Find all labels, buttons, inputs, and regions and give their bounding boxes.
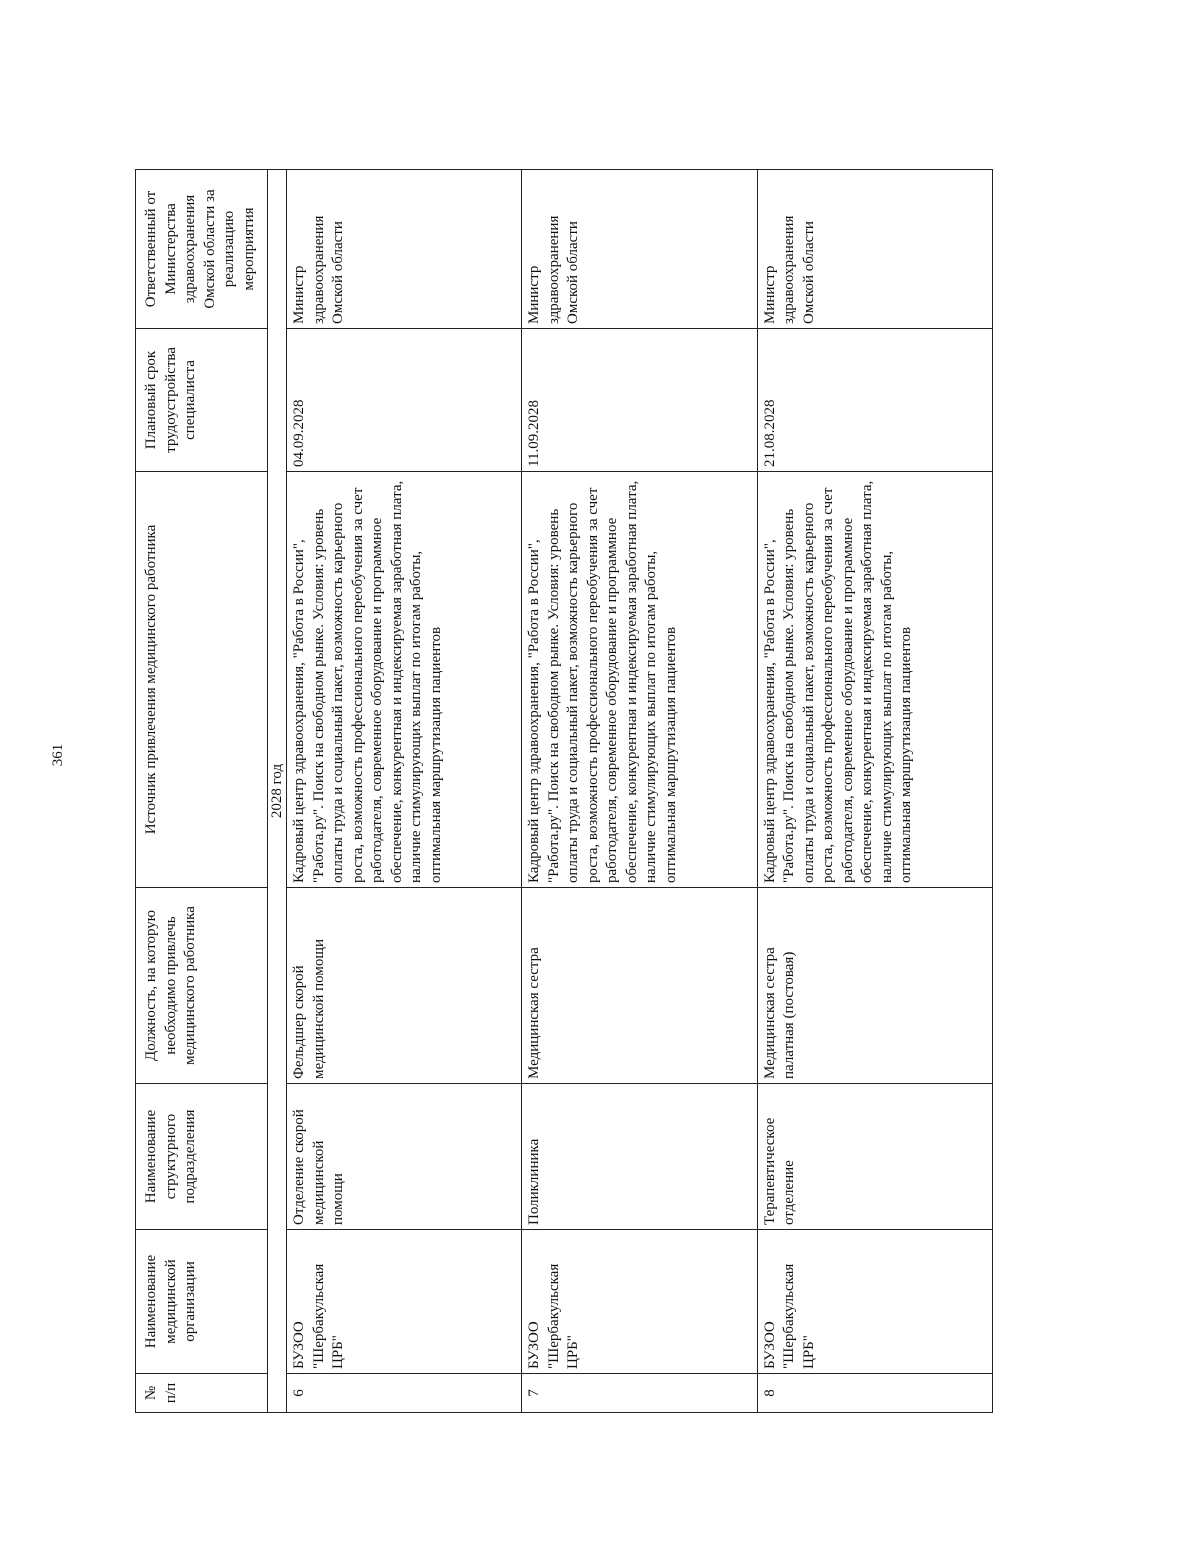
- table-header-row: [136, 170, 268, 1413]
- row-source: Кадровый центр здравоохранения, "Работа в России", "Работа.ру". Поиск на свободном рынке. Условия: уровень оплаты труда и социальный пакет, возможность карьерного роста, возможность профессионального переобучения за счет работодателя, современное оборудование и программное обеспечение, конкурентная и индексируемая заработная плата, наличие стимулирующих выплат по итогам работы, оптимальная маршрутизация пациентов: [522, 472, 757, 888]
- table-row: [522, 170, 757, 1413]
- row-date: 04.09.2028: [287, 329, 522, 472]
- header-position: Должность, на которую необходимо привлечь медицинского работника: [136, 888, 268, 1084]
- row-num: 6: [287, 1374, 522, 1413]
- year-label: 2028 год: [267, 170, 286, 1413]
- row-org: БУЗОО "Шербакульская ЦРБ": [287, 1230, 522, 1374]
- row-num: 7: [522, 1374, 757, 1413]
- row-responsible: Министр здравоохранения Омской области: [522, 170, 757, 329]
- row-source: Кадровый центр здравоохранения, "Работа в России", "Работа.ру". Поиск на свободном рынке. Условия: уровень оплаты труда и социальный пакет, возможность карьерного роста, возможность профессионального переобучения за счет работодателя, современное оборудование и программное обеспечение, конкурентная и индексируемая заработная плата, наличие стимулирующих выплат по итогам работы, оптимальная маршрутизация пациентов: [287, 472, 522, 888]
- header-num: № п/п: [136, 1374, 268, 1413]
- header-responsible: Ответственный от Министерства здравоохранения Омской области за реализацию мероприятия: [136, 170, 268, 329]
- row-division: Терапевтическое отделение: [757, 1084, 992, 1230]
- row-division: Поликлиника: [522, 1084, 757, 1230]
- row-position: Фельдшер скорой медицинской помощи: [287, 888, 522, 1084]
- row-org: БУЗОО "Шербакульская ЦРБ": [522, 1230, 757, 1374]
- header-division: Наименование структурного подразделения: [136, 1084, 268, 1230]
- row-position: Медицинская сестра: [522, 888, 757, 1084]
- year-row: [267, 170, 286, 1413]
- table-row: [757, 170, 992, 1413]
- row-num: 8: [757, 1374, 992, 1413]
- row-division: Отделение скорой медицинской помощи: [287, 1084, 522, 1230]
- row-position: Медицинская сестра палатная (постовая): [757, 888, 992, 1084]
- row-responsible: Министр здравоохранения Омской области: [287, 170, 522, 329]
- row-date: 21.08.2028: [757, 329, 992, 472]
- page-number: 361: [50, 743, 66, 767]
- row-date: 11.09.2028: [522, 329, 757, 472]
- header-source: Источник привлечения медицинского работника: [136, 472, 268, 888]
- header-org: Наименование медицинской организации: [136, 1230, 268, 1374]
- staffing-table-wrapper: [135, 183, 993, 1413]
- row-org: БУЗОО "Шербакульская ЦРБ": [757, 1230, 992, 1374]
- staffing-table: [135, 169, 993, 1413]
- table-row: [287, 170, 522, 1413]
- header-date: Плановый срок трудоустройства специалиста: [136, 329, 268, 472]
- row-responsible: Министр здравоохранения Омской области: [757, 170, 992, 329]
- row-source: Кадровый центр здравоохранения, "Работа в России", "Работа.ру". Поиск на свободном рынке. Условия: уровень оплаты труда и социальный пакет, возможность карьерного роста, возможность профессионального переобучения за счет работодателя, современное оборудование и программное обеспечение, конкурентная и индексируемая заработная плата, наличие стимулирующих выплат по итогам работы, оптимальная маршрутизация пациентов: [757, 472, 992, 888]
